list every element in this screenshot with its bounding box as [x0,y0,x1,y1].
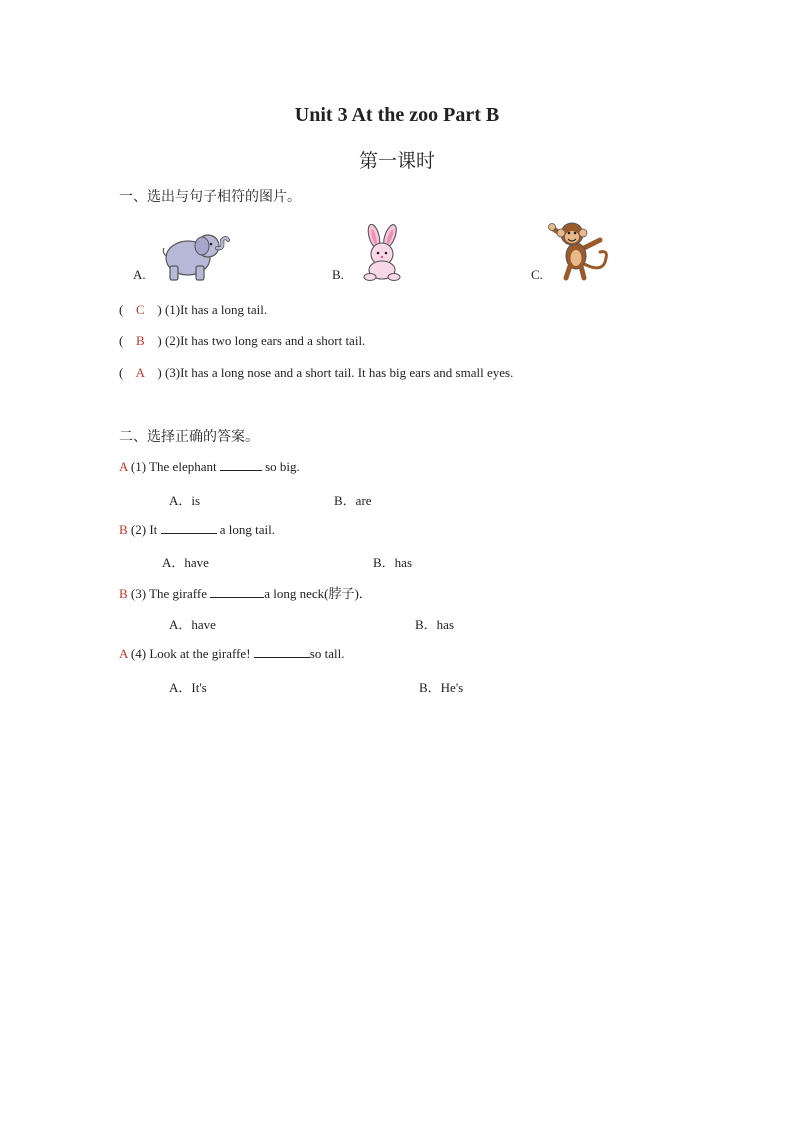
answer-blank[interactable] [210,585,264,598]
choice-question-2 [119,521,275,538]
answer-blank[interactable] [254,645,310,658]
answer-blank[interactable] [220,458,262,471]
answer-letter[interactable]: B [119,586,128,601]
option-b-label: B. [332,267,344,282]
lesson-subtitle: 第一课时 [358,150,435,172]
choice-question-1 [119,458,300,475]
question-text-after: so big. [261,459,300,474]
rabbit-icon [356,224,408,282]
close-paren: ) [157,302,162,317]
choice-question-4 [119,645,344,662]
option-a-label: A. [133,267,146,282]
question-text-after: a long tail. [216,522,276,537]
answer-letter[interactable]: A [135,365,146,380]
choice-a[interactable]: A．have [169,617,216,632]
choice-b[interactable]: B．are [334,493,372,508]
question-text: (1)It has a long tail. [164,302,268,317]
answer-blank[interactable] [161,521,217,534]
question-text-after: a long neck(脖子)． [264,586,372,601]
option-c-label: C. [531,267,543,282]
close-paren: ) [157,333,162,348]
choice-a[interactable]: A．It's [169,680,207,695]
open-paren: ( [119,302,124,317]
choice-a[interactable]: A．have [162,555,209,570]
question-text-before: (4) Look at the giraffe! [130,646,254,661]
answer-letter[interactable]: A [119,646,128,661]
section-1-heading: 一、选出与句子相符的图片。 [119,189,301,205]
open-paren: ( [119,365,124,380]
choice-question-3 [119,583,372,602]
monkey-icon [548,218,612,282]
choice-b[interactable]: B．has [415,617,455,632]
section-2-heading: 二、选择正确的答案。 [119,429,259,445]
choice-a[interactable]: A．is [169,493,201,508]
matching-question-3 [119,365,513,381]
question-text: (2)It has two long ears and a short tail. [164,333,366,348]
page-title: Unit 3 At the zoo Part B [294,104,500,126]
answer-letter[interactable]: C [136,302,145,317]
matching-question-1 [119,302,267,318]
elephant-icon [160,226,230,282]
answer-letter[interactable]: B [119,522,128,537]
choice-b[interactable]: B．has [373,555,413,570]
answer-letter[interactable]: A [119,459,128,474]
question-text-after: so tall. [309,646,345,661]
answer-letter[interactable]: B [136,333,145,348]
question-text-before: (2) It [130,522,161,537]
matching-question-2 [119,333,365,349]
close-paren: ) [157,365,162,380]
question-text-before: (1) The elephant [130,459,220,474]
open-paren: ( [119,333,124,348]
question-text-before: (3) The giraffe [130,586,211,601]
choice-b[interactable]: B．He's [419,680,464,695]
question-text: (3)It has a long nose and a short tail. It has big ears and small eyes. [164,365,514,380]
